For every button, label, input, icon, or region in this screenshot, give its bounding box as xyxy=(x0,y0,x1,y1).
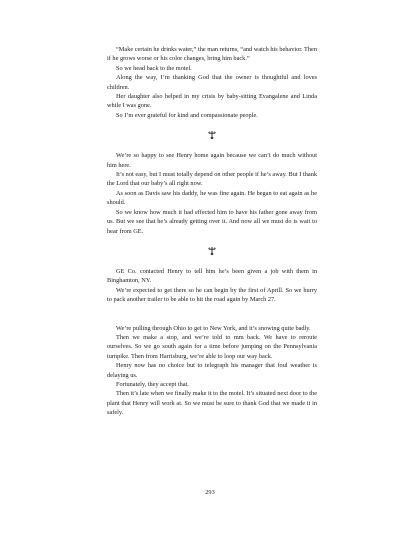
paragraph: Along the way, I’m thanking God that the owner is thoughtful and loves children. xyxy=(107,74,317,91)
section-break xyxy=(107,244,317,258)
paragraph: So we know how much it had effected him to have his father gone away from us. But we see that he’s already getting over it. And now all we must do is wait to hear from GE. xyxy=(107,208,317,235)
paragraph: “Make certain he drinks water,” the man returns, “and watch his behavior. Then if he grows worse or his color changes, bring him back.” xyxy=(107,46,317,63)
paragraph: Henry now has no choice but to telegraph his manager that foul weather is delaying us. xyxy=(107,362,317,379)
paragraph: Then it’s late when we finally make it to the motel. It’s situated next door to the plant that Henry will work at. So we must be sure to thank God that we made it in safely. xyxy=(107,390,317,417)
paragraph: As soon as Davis saw his daddy, he was fine again. He began to eat again as he should. xyxy=(107,189,317,207)
section-3 xyxy=(107,267,317,305)
paragraph: We’re expected to get there so he can begin by the first of Aprill. So we hurry to pack another trailer to be able to hit the road again by March 27. xyxy=(107,286,317,304)
paragraph: Then we make a stop, and we’re told to mm back. We have to reroute ourselves. So we go south again for a time before jumping on the Pennsylvania turnpike. Then from Harrisburg, we’re able to loop our way back. xyxy=(107,333,317,360)
section-break xyxy=(107,128,317,142)
paragraph: So I’m ever grateful for kind and compassionate people. xyxy=(116,111,258,119)
paragraph: Fortunately, they accept that. xyxy=(116,380,189,388)
section-gap xyxy=(107,305,317,324)
section-4 xyxy=(107,324,317,418)
section-1 xyxy=(107,45,317,120)
book-page xyxy=(107,45,317,418)
paragraph: So we head back to the motel. xyxy=(116,64,192,72)
paragraph: We’re so happy to see Henry home again because we can’t do much without him here. xyxy=(107,152,317,169)
page-number: 293 xyxy=(205,489,215,496)
section-2 xyxy=(107,151,317,236)
paragraph: We’re pulling through Ohio to get to New York, and it’s snowing quite badly. xyxy=(116,324,311,332)
paragraph: It’s not easy, but I must totally depend on other people if he’s away. But I thank the Lord that our baby’s all right now. xyxy=(107,171,317,188)
paragraph: GE Co. contacted Henry to tell him he’s been given a job with them in Binghamton, NY. xyxy=(107,267,317,285)
cross-flourish-icon xyxy=(207,246,217,256)
cross-flourish-icon xyxy=(207,130,217,140)
paragraph: Her daughter also helped in my crisis by baby-sitting Evangalene and Linda while I was gone. xyxy=(107,93,317,110)
